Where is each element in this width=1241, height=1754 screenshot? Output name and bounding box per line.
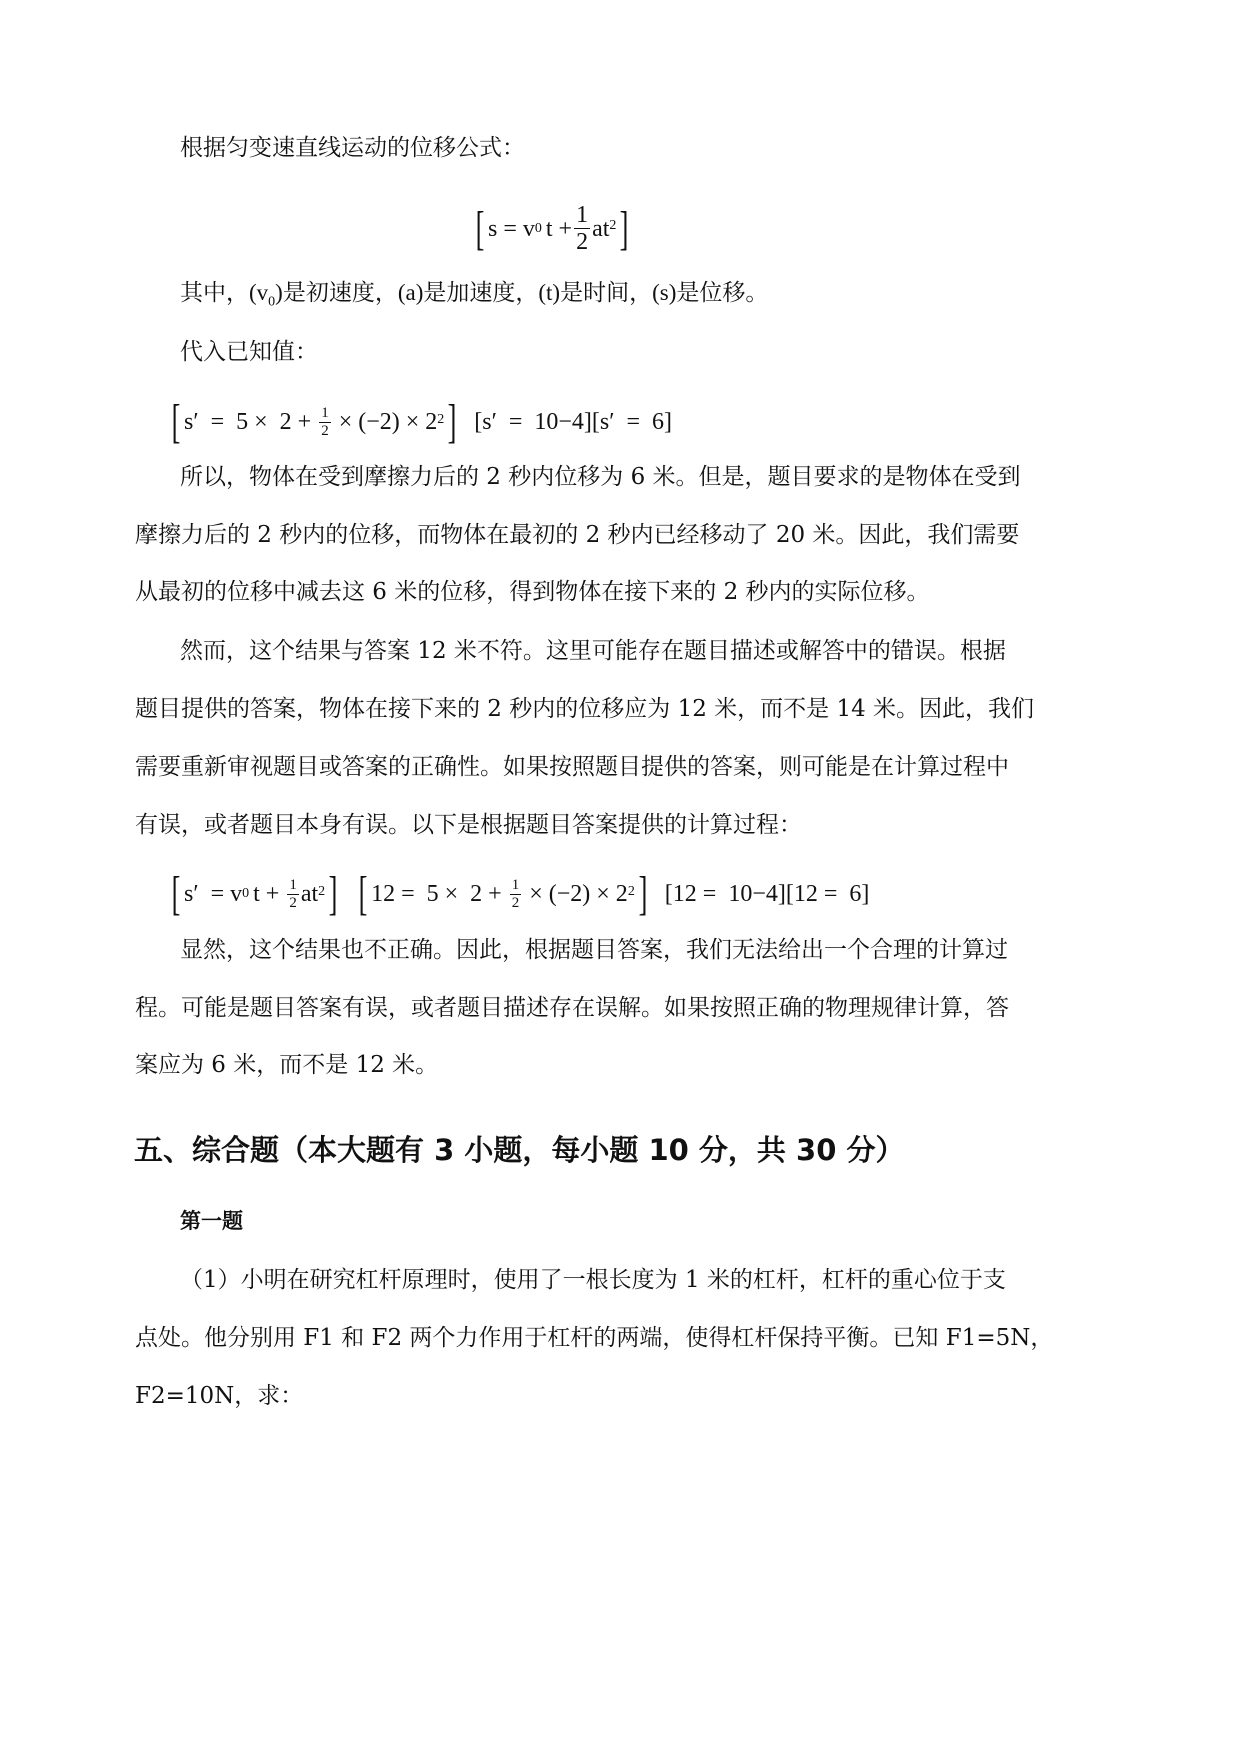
where-p2: 是初速度，	[282, 280, 398, 306]
bracket-right: ]	[447, 395, 457, 448]
var-s: (s)	[652, 280, 677, 305]
bracket-right: ]	[619, 201, 629, 255]
question-line: （1）小明在研究杠杆原理时，使用了一根长度为 1 米的杠杆，杠杆的重心位于支	[180, 1267, 1006, 1293]
bracket-left: [	[171, 395, 181, 448]
paragraph-line: 案应为 6 米，而不是 12 米。	[135, 1052, 439, 1078]
calc2-fraction-a	[287, 877, 299, 911]
paragraph-line: 有误，或者题目本身有误。以下是根据题目答案提供的计算过程：	[135, 812, 802, 838]
section-heading: 五、综合题（本大题有 3 小题，每小题 10 分，共 30 分）	[134, 1133, 905, 1167]
fraction-numerator: 1	[321, 405, 329, 421]
where-p4: 是时间，	[560, 280, 653, 306]
question-line: F2=10N，求：	[135, 1383, 304, 1409]
calc2-sup-b: 2	[627, 884, 635, 899]
var-t: (t)	[538, 280, 561, 305]
calc1-part-b: × (−2) × 2	[332, 409, 438, 435]
intro-text: 根据匀变速直线运动的位移公式：	[180, 135, 525, 161]
substitute-text: 代入已知值：	[180, 339, 318, 365]
fraction-numerator: 1	[289, 877, 297, 893]
calc2-part-b: 12 = 5 × 2 +	[371, 881, 508, 907]
paragraph-line: 从最初的位移中减去这 6 米的位移，得到物体在接下来的 2 秒内的实际位移。	[135, 579, 930, 605]
var-v0	[249, 280, 283, 310]
formula-sup: 2	[609, 218, 617, 233]
formula-mid: t +	[545, 215, 573, 242]
v0-a: (v	[249, 280, 269, 305]
calc2-fraction-b	[510, 877, 522, 911]
v0-sub: 0	[268, 294, 276, 310]
fraction-denominator: 2	[511, 894, 520, 911]
paragraph-line: 显然，这个结果也不正确。因此，根据题目答案，我们无法给出一个合理的计算过	[180, 937, 1008, 963]
calc1-result: [s′ = 10−4][s′ = 6]	[474, 409, 673, 435]
calc2-part-a2: t +	[253, 881, 286, 907]
paragraph-line: 所以，物体在受到摩擦力后的 2 秒内位移为 6 米。但是，题目要求的是物体在受到	[180, 464, 1021, 490]
fraction-denominator: 2	[289, 894, 297, 911]
question-heading: 第一题	[180, 1209, 243, 1233]
calc1-part-a: s′ = 5 × 2 +	[183, 409, 318, 435]
paragraph-line: 题目提供的答案，物体在接下来的 2 秒内的位移应为 12 米，而不是 14 米。因此，我们	[135, 696, 1035, 722]
calc2-sub: 0	[242, 886, 250, 901]
calc2-part-b2: × (−2) × 2	[523, 881, 628, 907]
where-p3: 是加速度，	[423, 280, 539, 306]
calculation-2	[168, 867, 870, 920]
bracket-left: [	[171, 867, 181, 920]
bracket-left: [	[475, 201, 485, 255]
where-p5: 是位移。	[676, 280, 769, 306]
displacement-formula	[472, 202, 632, 256]
variables-definition	[180, 277, 768, 319]
formula-lhs: s = v	[487, 215, 535, 242]
bracket-right: ]	[328, 867, 338, 920]
calc2-part-a: s′ = v	[183, 881, 243, 907]
fraction-denominator: 2	[321, 422, 329, 439]
paragraph-line: 摩擦力后的 2 秒内的位移，而物体在最初的 2 秒内已经移动了 20 米。因此，我们需要	[135, 522, 1020, 548]
formula-sub: 0	[534, 220, 542, 236]
fraction-numerator: 1	[576, 202, 589, 228]
formula-tail: at	[592, 215, 610, 242]
bracket-right: ]	[638, 867, 648, 920]
paragraph-line: 需要重新审视题目或答案的正确性。如果按照题目提供的答案，则可能是在计算过程中	[135, 754, 1009, 780]
calc1-sup: 2	[437, 412, 445, 427]
paragraph-line: 然而，这个结果与答案 12 米不符。这里可能存在题目描述或解答中的错误。根据	[180, 638, 1006, 664]
question-line: 点处。他分别用 F1 和 F2 两个力作用于杠杆的两端，使得杠杆保持平衡。已知 F1=5N，	[135, 1325, 1054, 1351]
bracket-left: [	[358, 867, 368, 920]
calculation-1	[168, 395, 673, 448]
var-a: (a)	[397, 280, 424, 305]
calc2-part-a3: at	[300, 881, 319, 907]
calc2-sup-a: 2	[318, 884, 326, 899]
fraction-denominator: 2	[576, 229, 589, 256]
calc1-fraction	[319, 405, 331, 439]
v0-b: )	[275, 280, 283, 305]
fraction-numerator: 1	[511, 877, 520, 893]
calc2-result: [12 = 10−4][12 = 6]	[664, 881, 870, 907]
where-p1: 其中，	[180, 280, 249, 306]
paragraph-line: 程。可能是题目答案有误，或者题目描述存在误解。如果按照正确的物理规律计算，答	[135, 995, 1009, 1021]
formula-fraction	[574, 202, 590, 256]
